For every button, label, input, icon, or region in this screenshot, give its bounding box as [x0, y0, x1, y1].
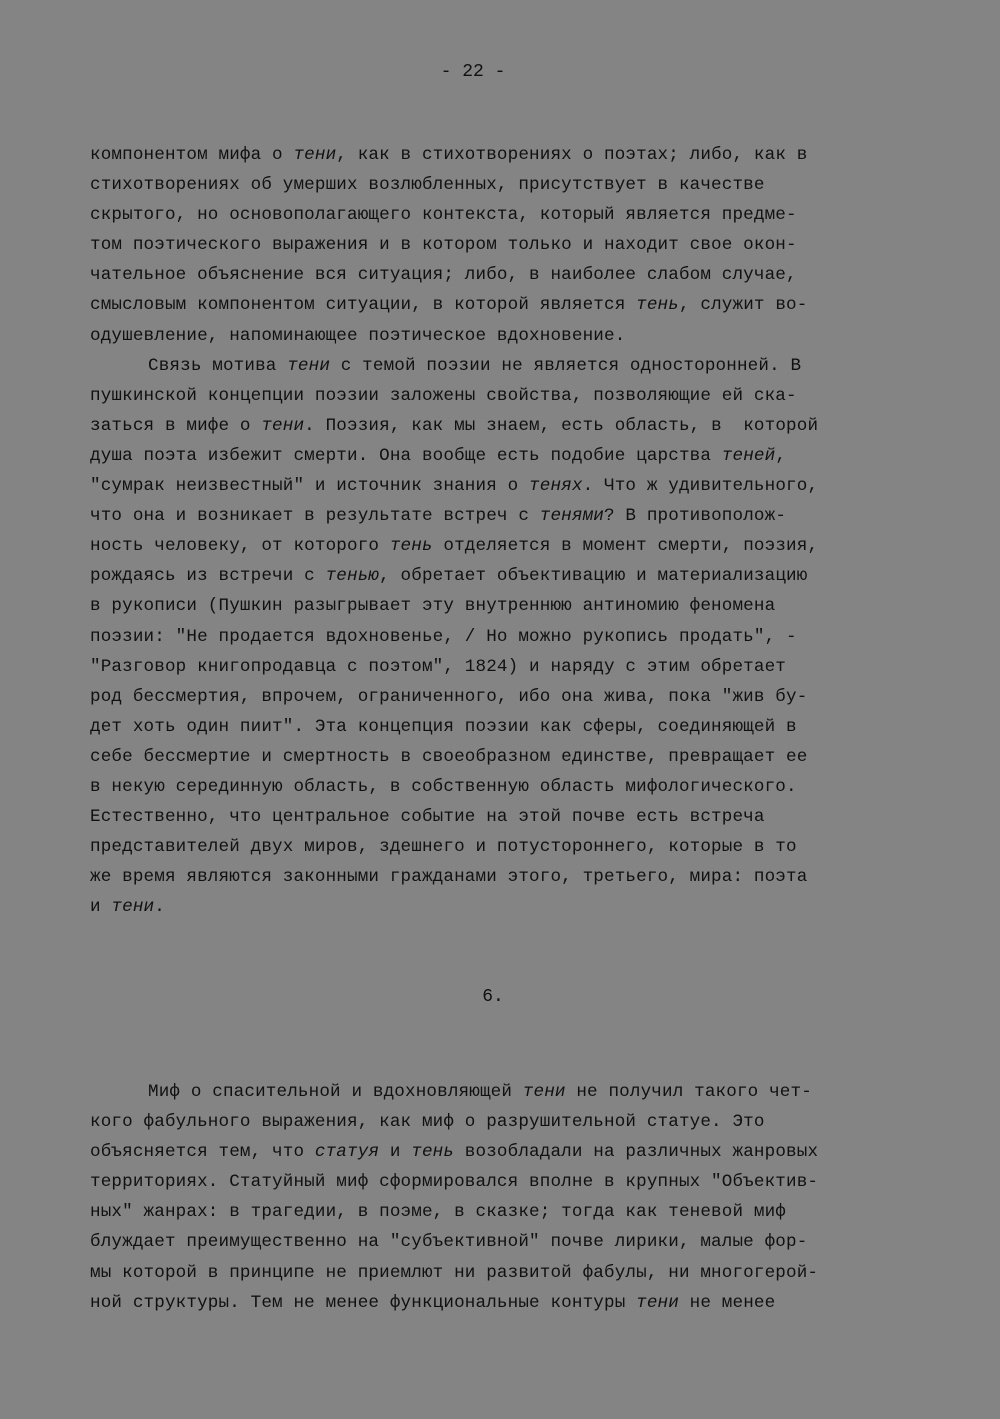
text-run: ных" жанрах: в трагедии, в поэме, в сказке; тогда как теневой миф — [90, 1202, 787, 1223]
text-run: дет хоть один пиит". Эта концепция поэзии как сферы, соединяющей в — [90, 716, 797, 737]
italic-term: статуя — [314, 1142, 380, 1163]
italic-term: тенью — [325, 566, 380, 587]
text-line — [90, 140, 910, 170]
text-run: Естественно, что центральное событие на этой почве есть встреча — [90, 807, 765, 828]
italic-term: тени — [636, 1292, 679, 1313]
text-line — [90, 260, 910, 290]
text-run: "Разговор книгопродавца с поэтом", 1824) и наряду с этим обретает — [90, 656, 787, 677]
text-line — [90, 1167, 910, 1197]
text-line — [90, 561, 910, 591]
italic-term: тени — [522, 1082, 566, 1102]
text-block-upper — [90, 140, 910, 922]
text-run: же время являются законными гражданами этого, третьего, мира: поэта — [90, 867, 808, 888]
text-line — [90, 351, 910, 381]
text-run: кого фабульного выражения, как миф о разрушительной статуе. Это — [90, 1112, 765, 1133]
text-run: чательное объяснение вся ситуация; либо, в наиболее слабом случае, — [90, 265, 797, 286]
text-line — [90, 712, 910, 742]
text-line — [90, 772, 910, 802]
text-run: душа поэта избежит смерти. Она вообще есть подобие царства — [90, 445, 722, 466]
text-line — [90, 1137, 910, 1167]
italic-term: тени — [287, 355, 331, 376]
italic-term: тень — [411, 1142, 455, 1163]
text-run: компонентом мифа о — [90, 145, 294, 165]
text-run: что она и возникает в результате встреч с — [90, 506, 540, 527]
text-run: рождаясь из встречи с — [90, 566, 326, 587]
text-run: том поэтического выражения и в котором только и находит свое окон- — [90, 235, 797, 256]
text-run: , как в стихотворениях о поэтах; либо, как в — [336, 145, 808, 165]
text-run: род бессмертия, впрочем, ограниченного, ибо она жива, пока "жив бу- — [90, 686, 808, 707]
page-number: - 22 - — [440, 62, 506, 82]
text-line — [90, 501, 910, 531]
text-line — [90, 802, 910, 832]
text-run: мы которой в принципе не приемлют ни развитой фабулы, ни многогерой- — [90, 1262, 819, 1283]
text-line — [90, 862, 910, 892]
text-run: скрытого, но основополагающего контекста, который является предме- — [90, 205, 797, 226]
text-run: возобладали на различных жанровых — [454, 1142, 819, 1163]
text-line — [90, 200, 910, 230]
text-run: объясняется тем, что — [90, 1142, 315, 1163]
italic-term: тень — [636, 295, 679, 316]
text-run: , — [775, 445, 787, 466]
text-line — [90, 1258, 910, 1288]
text-run: и — [379, 1142, 412, 1163]
text-run: Миф о спасительной и вдохновляющей — [148, 1082, 523, 1102]
text-line — [90, 652, 910, 682]
text-line — [90, 290, 910, 320]
section-number: 6. — [482, 987, 504, 1007]
text-run: территориях. Статуйный миф сформировался вполне в крупных "Объектив- — [90, 1172, 819, 1193]
text-line — [90, 1197, 910, 1227]
text-line — [90, 170, 910, 200]
italic-term: тенями — [539, 506, 604, 527]
text-run: не получил такого чет- — [565, 1082, 812, 1102]
text-line — [90, 1227, 910, 1257]
italic-term: тени — [293, 145, 337, 165]
text-run: , служит во- — [678, 295, 808, 316]
italic-term: тени — [111, 897, 155, 918]
text-line — [90, 742, 910, 772]
text-run: и — [90, 897, 112, 918]
text-line — [90, 1288, 910, 1318]
text-run: . — [154, 897, 165, 918]
text-run: , обретает объективацию и материализацию — [379, 566, 808, 587]
text-line — [90, 892, 910, 922]
text-run: "сумрак неизвестный" и источник знания о — [90, 476, 530, 497]
text-line — [90, 471, 910, 501]
text-run: блуждает преимущественно на "субъективной" почве лирики, малые фор- — [90, 1232, 808, 1253]
text-run: не менее — [678, 1292, 776, 1313]
text-run: . Что ж удивительного, — [582, 476, 819, 497]
text-run: Связь мотива — [148, 355, 288, 376]
text-line — [90, 411, 910, 441]
text-line — [90, 381, 910, 411]
text-run: поэзии: "Не продается вдохновенье, / Но можно рукопись продать", - — [90, 626, 797, 647]
text-run: ной структуры. Тем не менее функциональные контуры — [90, 1292, 637, 1313]
italic-term: тени — [261, 415, 305, 436]
text-run: стихотворениях об умерших возлюбленных, присутствует в качестве — [90, 175, 765, 196]
text-run: смысловым компонентом ситуации, в которой является — [90, 295, 637, 316]
text-line — [90, 591, 910, 621]
text-line — [90, 230, 910, 260]
text-run: с темой поэзии не является односторонней. В — [330, 355, 802, 376]
text-line — [90, 832, 910, 862]
text-line — [90, 441, 910, 471]
text-line — [90, 321, 910, 351]
text-run: представителей двух миров, здешнего и потустороннего, которые в то — [90, 837, 797, 858]
text-run: ность человеку, от которого — [90, 536, 390, 557]
text-line — [90, 1077, 910, 1107]
text-block-lower — [90, 1077, 910, 1318]
italic-term: теней — [721, 445, 776, 466]
text-run: пушкинской концепции поэзии заложены свойства, позволяющие ей ска- — [90, 385, 797, 406]
text-run: . Поэзия, как мы знаем, есть область, в которой — [304, 415, 819, 436]
text-line — [90, 531, 910, 561]
text-run: отделяется в момент смерти, поэзия, — [432, 536, 819, 557]
text-run: одушевление, напоминающее поэтическое вдохновение. — [90, 325, 626, 346]
italic-term: тенях — [529, 476, 583, 497]
text-run: в рукописи (Пушкин разыгрывает эту внутреннюю антиномию феномена — [90, 596, 776, 617]
italic-term: тень — [389, 536, 433, 557]
text-line — [90, 1107, 910, 1137]
text-line — [90, 622, 910, 652]
text-run: в некую серединную область, в собственную область мифологического. — [90, 776, 797, 797]
text-run: себе бессмертие и смертность в своеобразном единстве, превращает ее — [90, 746, 808, 767]
text-run: заться в мифе о — [90, 415, 262, 436]
text-line — [90, 682, 910, 712]
text-run: ? В противополож- — [604, 506, 787, 527]
